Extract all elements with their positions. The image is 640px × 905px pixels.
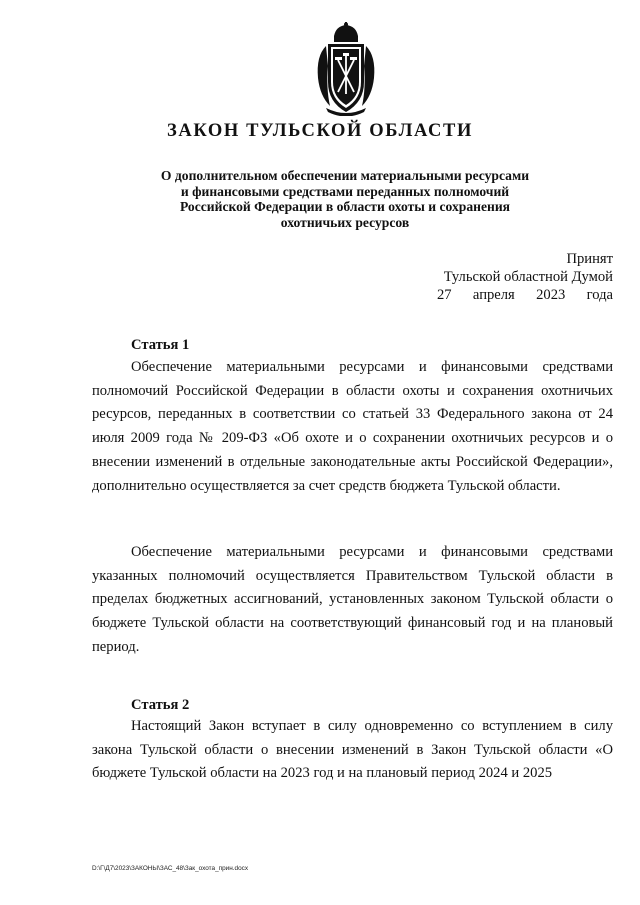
subtitle-line: и финансовыми средствами переданных полномочий xyxy=(180,183,510,199)
adoption-month: апреля xyxy=(472,287,515,303)
article-paragraph: Обеспечение материальными ресурсами и финансовыми средствами полномочий Российской Федерации в области охоты и сохранения охотничьих ресурсов, переданных в соответствии со статьей 33 Федерального закона от 24 июля 2009 года № 209-ФЗ «Об охоте и о сохранении охотничьих ресурсов и о внесении изменений в отдельные законодательные акты Российской Федерации», дополнительно осуществляется за счет средств бюджета Тульской области. xyxy=(92,359,613,494)
law-subtitle xyxy=(130,168,560,230)
article-paragraph: Обеспечение материальными ресурсами и финансовыми средствами указанных полномочий осуществляется Правительством Тульской области в пределах бюджетных ассигнований, установленных законом Тульской области о бюджете Тульской области на соответствующий финансовый год и на плановый период. xyxy=(92,544,613,655)
law-title: ЗАКОН ТУЛЬСКОЙ ОБЛАСТИ xyxy=(167,121,473,141)
adoption-block xyxy=(437,250,613,304)
adoption-date xyxy=(437,286,613,304)
adoption-day: 27 xyxy=(437,287,452,303)
file-path: D:\Г\Д7\2023\ЗАКОНЫ\ЗАС_48\Зак_охота_прин.docx xyxy=(92,865,249,872)
adoption-line: Принят xyxy=(566,251,613,267)
adoption-year-word: года xyxy=(586,287,613,303)
article-paragraph: Настоящий Закон вступает в силу одновременно со вступлением в силу закона Тульской области о внесении изменений в Закон Тульской области «О бюджете Тульской области на 2023 год и на плановый период 2024 и 2025 xyxy=(92,718,613,782)
article-heading: Статья 2 xyxy=(131,697,190,713)
adoption-year: 2023 xyxy=(536,287,566,303)
coat-of-arms-icon xyxy=(312,22,380,116)
subtitle-line: О дополнительном обеспечении материальными ресурсами xyxy=(160,168,530,183)
adoption-body: Тульской областной Думой xyxy=(443,269,613,285)
subtitle-line: Российской Федерации в области охоты и сохранения xyxy=(179,199,511,215)
article-heading: Статья 1 xyxy=(131,337,190,353)
subtitle-line: охотничьих ресурсов xyxy=(280,214,410,230)
